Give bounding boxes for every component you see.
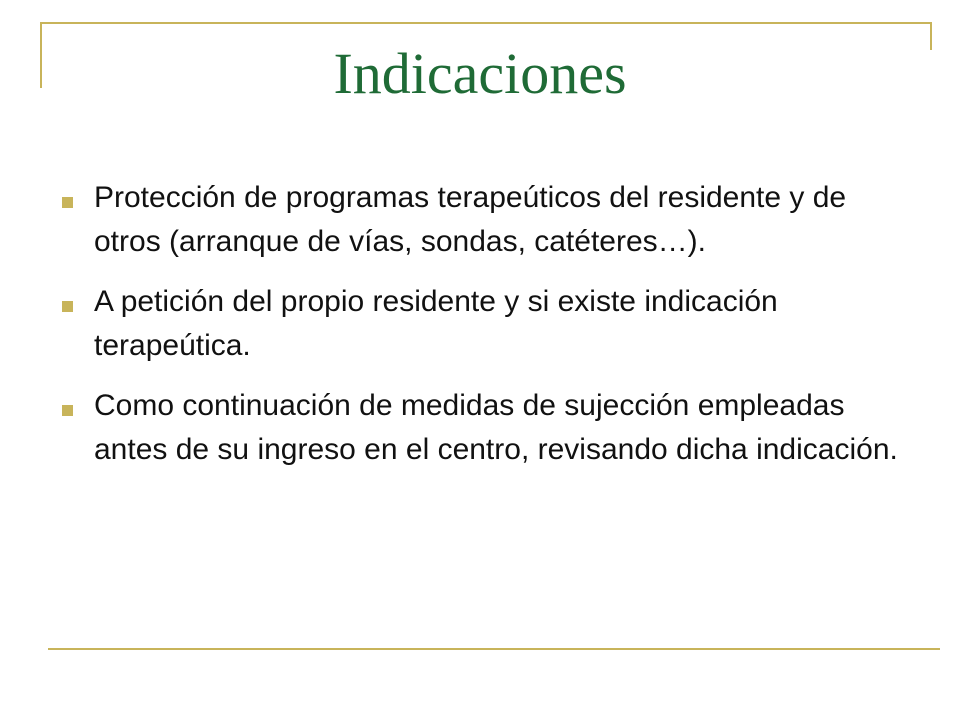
bullet-text: A petición del propio residente y si existe indicación terapeútica.	[94, 285, 778, 362]
frame-top-line	[40, 22, 932, 24]
bullet-text: Como continuación de medidas de sujección empleadas antes de su ingreso en el centro, revisando dicha indicación.	[94, 389, 898, 466]
square-bullet-icon	[62, 197, 73, 208]
bullet-item	[60, 280, 900, 368]
bullet-text: Protección de programas terapeúticos del residente y de otros (arranque de vías, sondas, catéteres…).	[94, 181, 847, 258]
bullet-item	[60, 176, 900, 264]
square-bullet-icon	[62, 405, 73, 416]
square-bullet-icon	[62, 301, 73, 312]
slide-title: Indicaciones	[333, 41, 627, 106]
bullet-list	[60, 176, 900, 488]
bullet-item	[60, 384, 900, 472]
frame-bottom-line	[48, 648, 940, 650]
